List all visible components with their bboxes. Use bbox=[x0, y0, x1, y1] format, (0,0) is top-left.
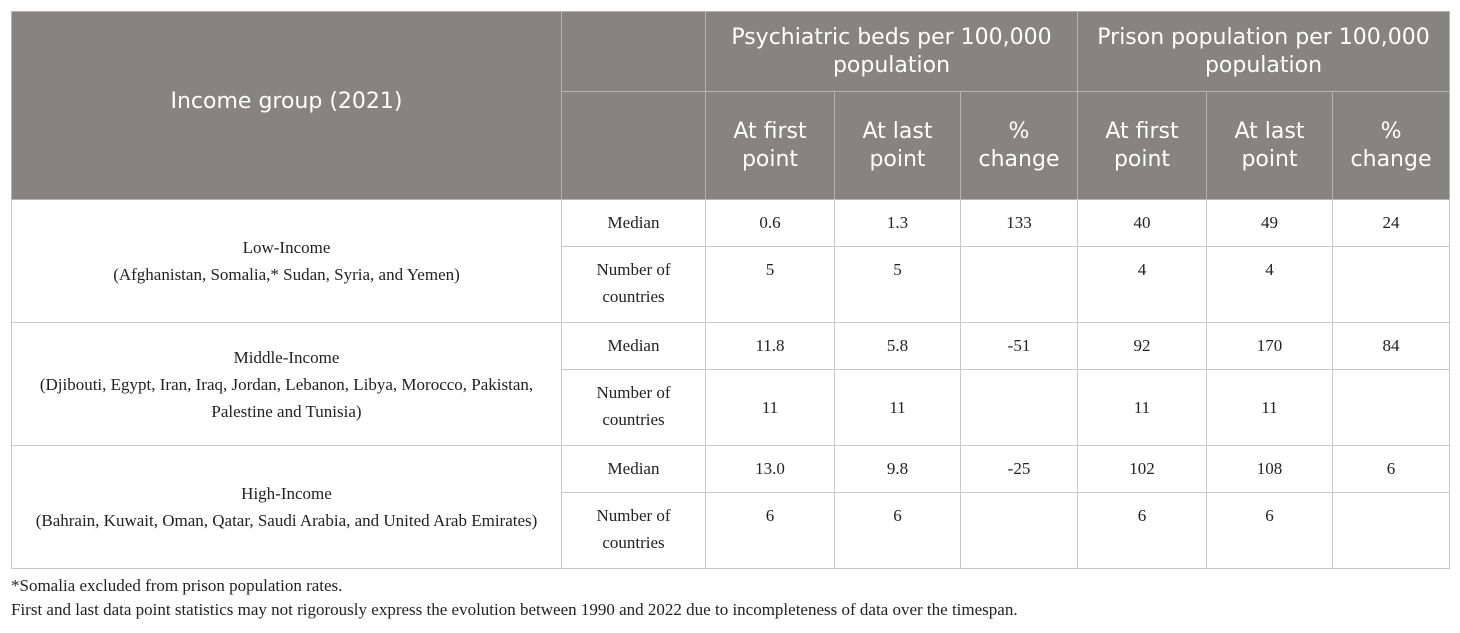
stat-label: Number of countries bbox=[562, 247, 706, 323]
prison-first-value: 6 bbox=[1078, 493, 1207, 569]
beds-first-value: 5 bbox=[706, 247, 835, 323]
stat-label: Number of countries bbox=[562, 493, 706, 569]
income-group-countries: (Djibouti, Egypt, Iran, Iraq, Jordan, Lebanon, Libya, Morocco, Pakistan, Palestine and Tunisia) bbox=[39, 374, 534, 421]
beds-pct-change-header: % change bbox=[961, 92, 1078, 200]
beds-last-value: 5 bbox=[835, 247, 961, 323]
data-table-container bbox=[11, 11, 1449, 569]
beds-first-value: 13.0 bbox=[706, 446, 835, 493]
prison-last-value: 4 bbox=[1207, 247, 1333, 323]
prison-last-value: 11 bbox=[1207, 370, 1333, 446]
beds-last-value: 1.3 bbox=[835, 200, 961, 247]
beds-last-value: 9.8 bbox=[835, 446, 961, 493]
income-group-cell bbox=[12, 200, 562, 323]
beds-last-value: 11 bbox=[835, 370, 961, 446]
beds-first-value: 11 bbox=[706, 370, 835, 446]
prison-change-value: 84 bbox=[1333, 323, 1450, 370]
beds-last-point-header: At last point bbox=[835, 92, 961, 200]
table-header bbox=[12, 12, 1450, 200]
prison-last-value: 49 bbox=[1207, 200, 1333, 247]
stat-label: Median bbox=[562, 323, 706, 370]
prison-first-value: 102 bbox=[1078, 446, 1207, 493]
beds-change-value bbox=[961, 247, 1078, 323]
prison-change-value bbox=[1333, 370, 1450, 446]
prison-change-value bbox=[1333, 247, 1450, 323]
table-body bbox=[12, 200, 1450, 569]
beds-first-point-header: At first point bbox=[706, 92, 835, 200]
beds-change-value: -51 bbox=[961, 323, 1078, 370]
beds-last-value: 5.8 bbox=[835, 323, 961, 370]
footnote-somalia: *Somalia excluded from prison population rates. bbox=[11, 576, 343, 595]
beds-change-value: -25 bbox=[961, 446, 1078, 493]
stat-label: Median bbox=[562, 446, 706, 493]
income-group-header: Income group (2021) bbox=[12, 12, 562, 200]
beds-last-value: 6 bbox=[835, 493, 961, 569]
prison-last-value: 108 bbox=[1207, 446, 1333, 493]
income-group-name: High-Income bbox=[241, 484, 332, 503]
table-row bbox=[12, 200, 1450, 247]
beds-first-value: 0.6 bbox=[706, 200, 835, 247]
beds-change-value: 133 bbox=[961, 200, 1078, 247]
beds-first-value: 11.8 bbox=[706, 323, 835, 370]
prison-last-value: 170 bbox=[1207, 323, 1333, 370]
prison-last-point-header: At last point bbox=[1207, 92, 1333, 200]
income-group-name: Middle-Income bbox=[233, 347, 340, 367]
income-group-cell bbox=[12, 446, 562, 569]
footnote-data-caveat: First and last data point statistics may not rigorously express the evolution between 1990 and 2022 due to incompleteness of data over the timespan. bbox=[11, 600, 1018, 619]
income-group-table bbox=[11, 11, 1450, 569]
beds-change-value bbox=[961, 370, 1078, 446]
prison-change-value bbox=[1333, 493, 1450, 569]
prison-population-header: Prison population per 100,000 population bbox=[1078, 12, 1450, 92]
income-group-countries: (Afghanistan, Somalia,* Sudan, Syria, and Yemen) bbox=[113, 265, 460, 284]
beds-first-value: 6 bbox=[706, 493, 835, 569]
table-row bbox=[12, 323, 1450, 370]
stat-label: Number of countries bbox=[562, 370, 706, 446]
psychiatric-beds-header: Psychiatric beds per 100,000 population bbox=[706, 12, 1078, 92]
prison-first-point-header: At first point bbox=[1078, 92, 1207, 200]
table-row bbox=[12, 446, 1450, 493]
prison-first-value: 92 bbox=[1078, 323, 1207, 370]
beds-change-value bbox=[961, 493, 1078, 569]
income-group-name: Low-Income bbox=[242, 238, 331, 257]
prison-first-value: 4 bbox=[1078, 247, 1207, 323]
prison-first-value: 11 bbox=[1078, 370, 1207, 446]
stat-label: Median bbox=[562, 200, 706, 247]
blank-header-bottom bbox=[562, 92, 706, 200]
income-group-countries: (Bahrain, Kuwait, Oman, Qatar, Saudi Arabia, and United Arab Emirates) bbox=[35, 511, 538, 530]
prison-change-value: 24 bbox=[1333, 200, 1450, 247]
prison-first-value: 40 bbox=[1078, 200, 1207, 247]
table-footnotes bbox=[11, 574, 1018, 622]
blank-header-top bbox=[562, 12, 706, 92]
prison-last-value: 6 bbox=[1207, 493, 1333, 569]
prison-change-value: 6 bbox=[1333, 446, 1450, 493]
prison-pct-change-header: % change bbox=[1333, 92, 1450, 200]
income-group-cell bbox=[12, 323, 562, 446]
